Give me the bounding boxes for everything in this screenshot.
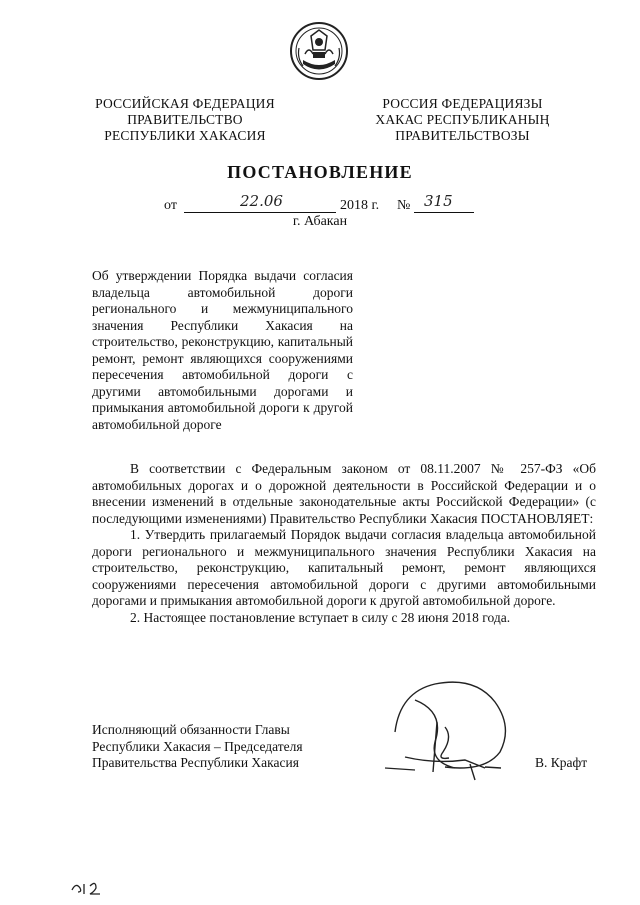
document-subject: Об утверждении Порядка выдачи согласия владельца автомобильной дороги регионального и межмуниципального значения Республики Хакасия на строительство, реконструкцию, капитальный ремонт, ремонт являющихся сооружениями пересечения автомобильной дороги с другими автомобильными дорогами и примыкания автомобильной дороги к другой автомобильной дороге	[92, 268, 353, 432]
document-title: ПОСТАНОВЛЕНИЕ	[227, 162, 413, 182]
header-left-line-1: РОССИЙСКАЯ ФЕДЕРАЦИЯ	[95, 96, 275, 111]
body-item-2: 2. Настоящее постановление вступает в силу с 28 июня 2018 года.	[130, 609, 511, 625]
signatory-position-line-2: Республики Хакасия – Председателя	[92, 738, 303, 754]
header-left	[80, 96, 290, 144]
header-right	[355, 96, 570, 144]
header-left-line-3: РЕСПУБЛИКИ ХАКАСИЯ	[104, 128, 266, 143]
date-year: 2018 г.	[340, 198, 380, 213]
body-item-1: 1. Утвердить прилагаемый Порядок выдачи согласия владельца автомобильной дороги регионального и межмуниципального значения Республики Хакасия на строительство, реконструкцию, капитальный ремонт, ремонт являющихся сооружениями пересечения автомобильной дороги с другими автомобильными дорогами и примыкания автомобильной дороги к другой автомобильной дороге.	[92, 527, 596, 608]
number-handwritten: 315	[424, 192, 453, 210]
header-right-line-3: ПРАВИТЕЛЬСТВОЗЫ	[395, 128, 530, 143]
number-sign: №	[397, 198, 411, 213]
handwritten-page-mark	[70, 876, 110, 896]
date-handwritten: 22.06	[240, 192, 283, 210]
header-left-line-2: ПРАВИТЕЛЬСТВО	[127, 112, 243, 127]
handwritten-signature	[375, 672, 525, 782]
city: г. Абакан	[292, 214, 348, 229]
signatory-name: В. Крафт	[535, 755, 588, 770]
document-body	[92, 461, 596, 626]
body-preamble: В соответствии с Федеральным законом от 08.11.2007 № 257-ФЗ «Об автомобильных дорогах и о дорожной деятельности в Российской Федерации и о внесении изменений в отдельные законодательные акты Российской Федерации» (с последующими изменениями) Правительство Республики Хакасия ПОСТАНОВЛЯЕТ:	[92, 461, 596, 526]
date-prefix: от	[164, 198, 177, 213]
coat-of-arms-emblem	[289, 20, 349, 82]
header-right-line-1: РОССИЯ ФЕДЕРАЦИЯЗЫ	[382, 96, 543, 111]
signatory-position-line-1: Исполняющий обязанности Главы	[92, 722, 290, 737]
header-right-line-2: ХАКАС РЕСПУБЛИКАНЫҢ	[375, 112, 550, 127]
signatory-position	[92, 722, 352, 772]
signatory-position-line-3: Правительства Республики Хакасия	[92, 755, 299, 770]
